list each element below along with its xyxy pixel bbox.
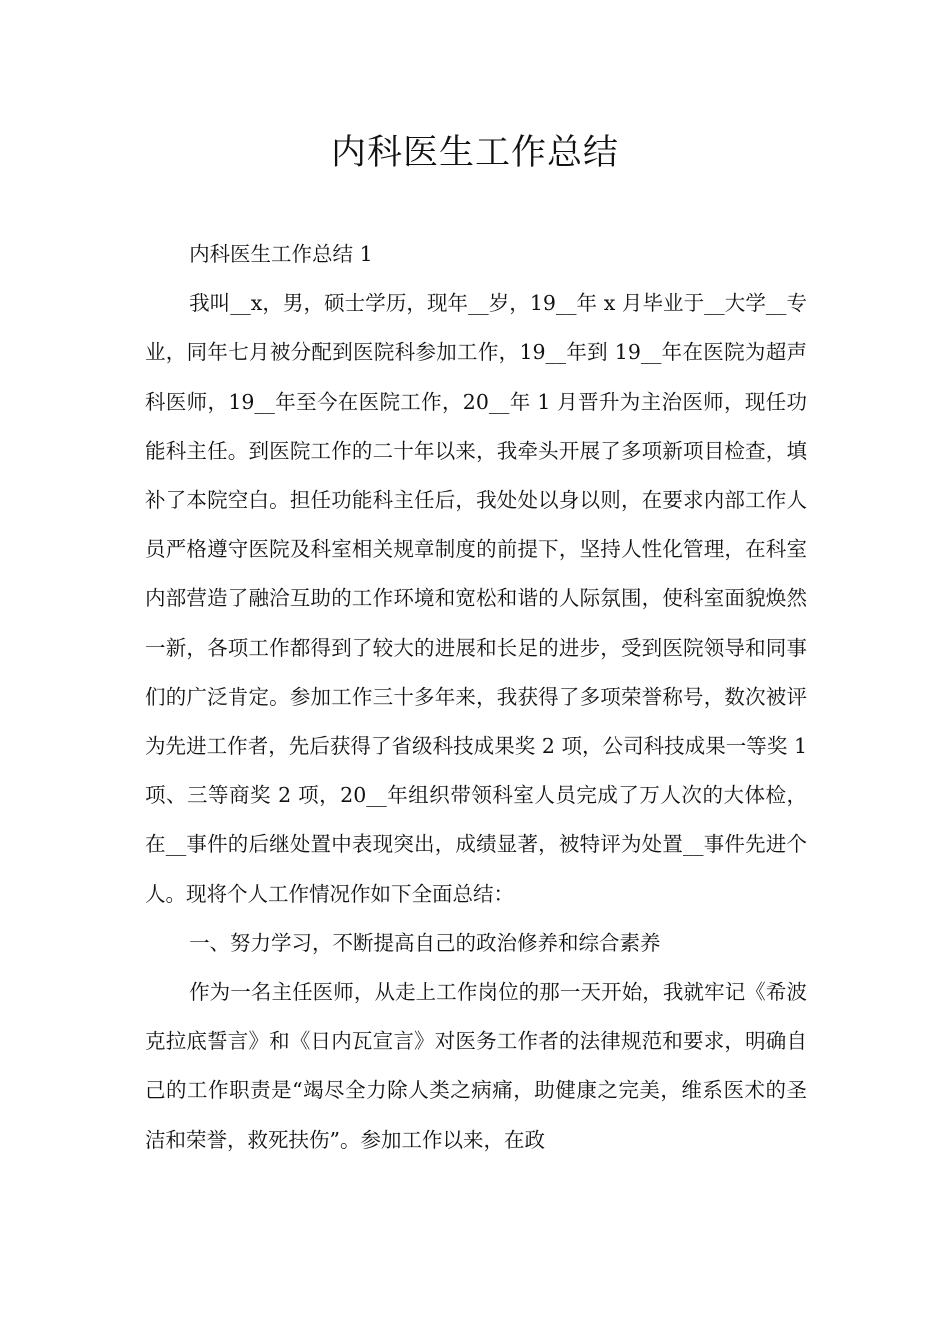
document-body [145,230,807,1165]
body-paragraph: 我叫__x，男，硕士学历，现年__岁，19__年 x 月毕业于__大学__专业，同年七月被分配到医院科参加工作，19__年到 19__年在医院为超声科医师，19__年至今在医院工作，20__年 1 月晋升为主治医师，现任功能科主任。到医院工作的二十年以来，我牵头开展了多项新项目检查，填补了本院空白。担任功能科主任后，我处处以身以则，在要求内部工作人员严格遵守医院及科室相关规章制度的前提下，坚持人性化管理，在科室内部营造了融洽互助的工作环境和宽松和谐的人际氛围，使科室面貌焕然一新，各项工作都得到了较大的进展和长足的进步，受到医院领导和同事们的广泛肯定。参加工作三十多年来，我获得了多项荣誉称号，数次被评为先进工作者，先后获得了省级科技成果奖 2 项，公司科技成果一等奖 1 项、三等商奖 2 项，20__年组织带领科室人员完成了万人次的大体检，在__事件的后继处置中表现突出，成绩显著，被特评为处置__事件先进个人。现将个人工作情况作如下全面总结： [145,291,807,906]
body-paragraph: 作为一名主任医师，从走上工作岗位的那一天开始，我就牢记《希波克拉底誓言》和《日内瓦宣言》对医务工作者的法律规范和要求，明确自己的工作职责是“竭尽全力除人类之病痛，助健康之完美，维系医术的圣洁和荣誉，救死扶伤”。参加工作以来，在政 [145,980,807,1152]
document-title: 内科医生工作总结 [330,133,619,173]
section-heading: 内科医生工作总结 1 [189,242,373,266]
section-heading: 一、努力学习，不断提高自己的政治修养和综合素养 [189,930,661,955]
